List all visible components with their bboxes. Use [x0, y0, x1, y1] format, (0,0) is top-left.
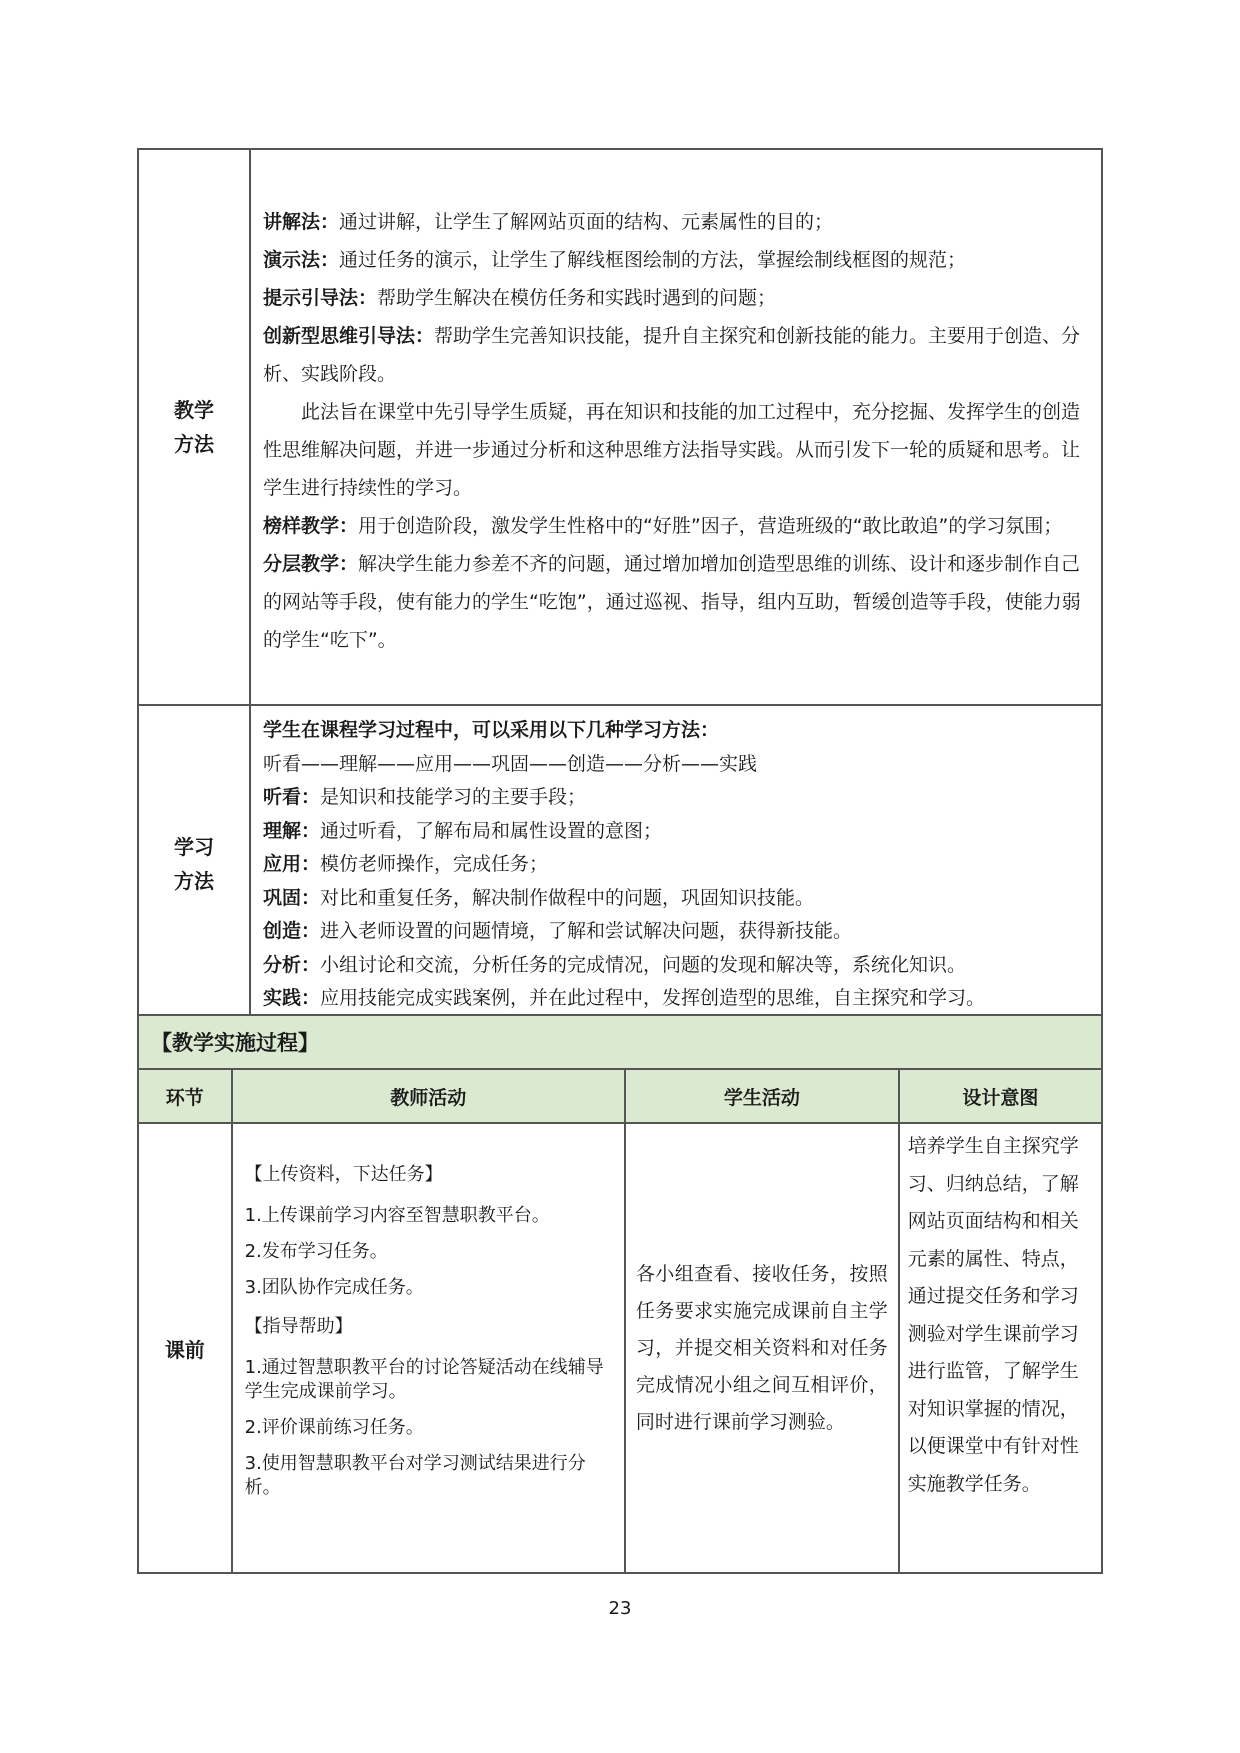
teacher-item: 3.使用智慧职教平台对学习测试结果进行分析。 — [244, 1453, 586, 1498]
header-intent: 设计意图 — [899, 1069, 1102, 1123]
header-row — [138, 1069, 1102, 1123]
page-number: 23 — [608, 1598, 632, 1619]
learning-method-content — [250, 705, 1102, 1023]
stage-cell: 课前 — [138, 1123, 232, 1573]
student-activity: 各小组查看、接收任务，按照任务要求实施完成课前自主学习，并提交相关资料和对任务完成情况小组之间互相评价，同时进行课前学习测验。 — [625, 1123, 899, 1573]
method-table — [137, 148, 1103, 1024]
design-intent: 培养学生自主探究学习、归纳总结，了解网站页面结构和相关元素的属性、特点，通过提交任务和学习测验对学生课前学习进行监管，了解学生对知识掌握的情况，以便课堂中有针对性实施教学任务。 — [899, 1123, 1102, 1573]
learning-item: 分析：小组讨论和交流，分析任务的完成情况，问题的发现和解决等，系统化知识。 — [263, 953, 967, 976]
section-title: 【教学实施过程】 — [138, 1015, 1102, 1069]
table-row — [138, 1123, 1102, 1573]
teacher-item: 3.团队协作完成任务。 — [244, 1277, 424, 1298]
teaching-method-content — [250, 149, 1102, 705]
learning-method-row — [138, 705, 1102, 1023]
teaching-method-label — [138, 149, 250, 705]
method-item: 讲解法：通过讲解，让学生了解网站页面的结构、元素属性的目的； — [263, 211, 834, 233]
method-item: 分层教学：解决学生能力参差不齐的问题，通过增加增加创造型思维的训练、设计和逐步制作自己的网站等手段，使有能力的学生“吃饱”，通过巡视、指导，组内互助，暂缓创造等手段，使能力弱的学生“吃下”。 — [263, 553, 1081, 651]
header-student: 学生活动 — [625, 1069, 899, 1123]
teacher-item: 1.通过智慧职教平台的讨论答疑活动在线辅导学生完成课前学习。 — [244, 1357, 604, 1402]
teacher-item: 2.评价课前练习任务。 — [244, 1417, 424, 1438]
teacher-item: 2.发布学习任务。 — [244, 1241, 388, 1262]
method-item: 演示法：通过任务的演示，让学生了解线框图绘制的方法，掌握绘制线框图的规范； — [263, 249, 967, 271]
header-stage: 环节 — [138, 1069, 232, 1123]
learning-item: 听看：是知识和技能学习的主要手段； — [263, 786, 587, 808]
process-title-row — [138, 1015, 1102, 1069]
learning-item: 巩固：对比和重复任务，解决制作做程中的问题，巩固知识技能。 — [263, 886, 815, 909]
method-item: 提示引导法：帮助学生解决在模仿任务和实践时遇到的问题； — [263, 287, 777, 309]
learning-intro: 学生在课程学习过程中，可以采用以下几种学习方法： — [263, 719, 720, 741]
teacher-heading: 【上传资料，下达任务】 — [244, 1164, 443, 1185]
header-teacher: 教师活动 — [232, 1069, 625, 1123]
learning-item: 理解：通过听看，了解布局和属性设置的意图； — [263, 819, 663, 842]
teacher-activity — [232, 1123, 625, 1573]
label-line: 学习 — [174, 834, 214, 859]
label-line: 方法 — [174, 868, 214, 893]
method-item: 榜样教学：用于创造阶段，激发学生性格中的“好胜”因子，营造班级的“敢比敢追”的学习氛围； — [263, 515, 1063, 537]
learning-method-label — [138, 705, 250, 1023]
label-line: 方法 — [174, 432, 214, 456]
teacher-heading: 【指导帮助】 — [244, 1316, 353, 1337]
learning-item: 应用：模仿老师操作，完成任务； — [263, 853, 549, 875]
learning-flow: 听看——理解——应用——巩固——创造——分析——实践 — [263, 752, 758, 775]
label-line: 教学 — [174, 398, 214, 422]
teaching-method-row — [138, 149, 1102, 705]
method-paragraph: 此法旨在课堂中先引导学生质疑，再在知识和技能的加工过程中，充分挖掘、发挥学生的创造性思维解决问题，并进一步通过分析和这种思维方法指导实践。从而引发下一轮的质疑和思考。让学生进行持续性的学习。 — [263, 401, 1081, 499]
process-table — [137, 1014, 1103, 1574]
method-item: 创新型思维引导法：帮助学生完善知识技能，提升自主探究和创新技能的能力。主要用于创造、分析、实践阶段。 — [263, 325, 1081, 385]
learning-item: 实践：应用技能完成实践案例，并在此过程中，发挥创造型的思维，自主探究和学习。 — [263, 987, 986, 1009]
teacher-item: 1.上传课前学习内容至智慧职教平台。 — [244, 1205, 550, 1226]
learning-item: 创造：进入老师设置的问题情境，了解和尝试解决问题，获得新技能。 — [263, 920, 853, 942]
